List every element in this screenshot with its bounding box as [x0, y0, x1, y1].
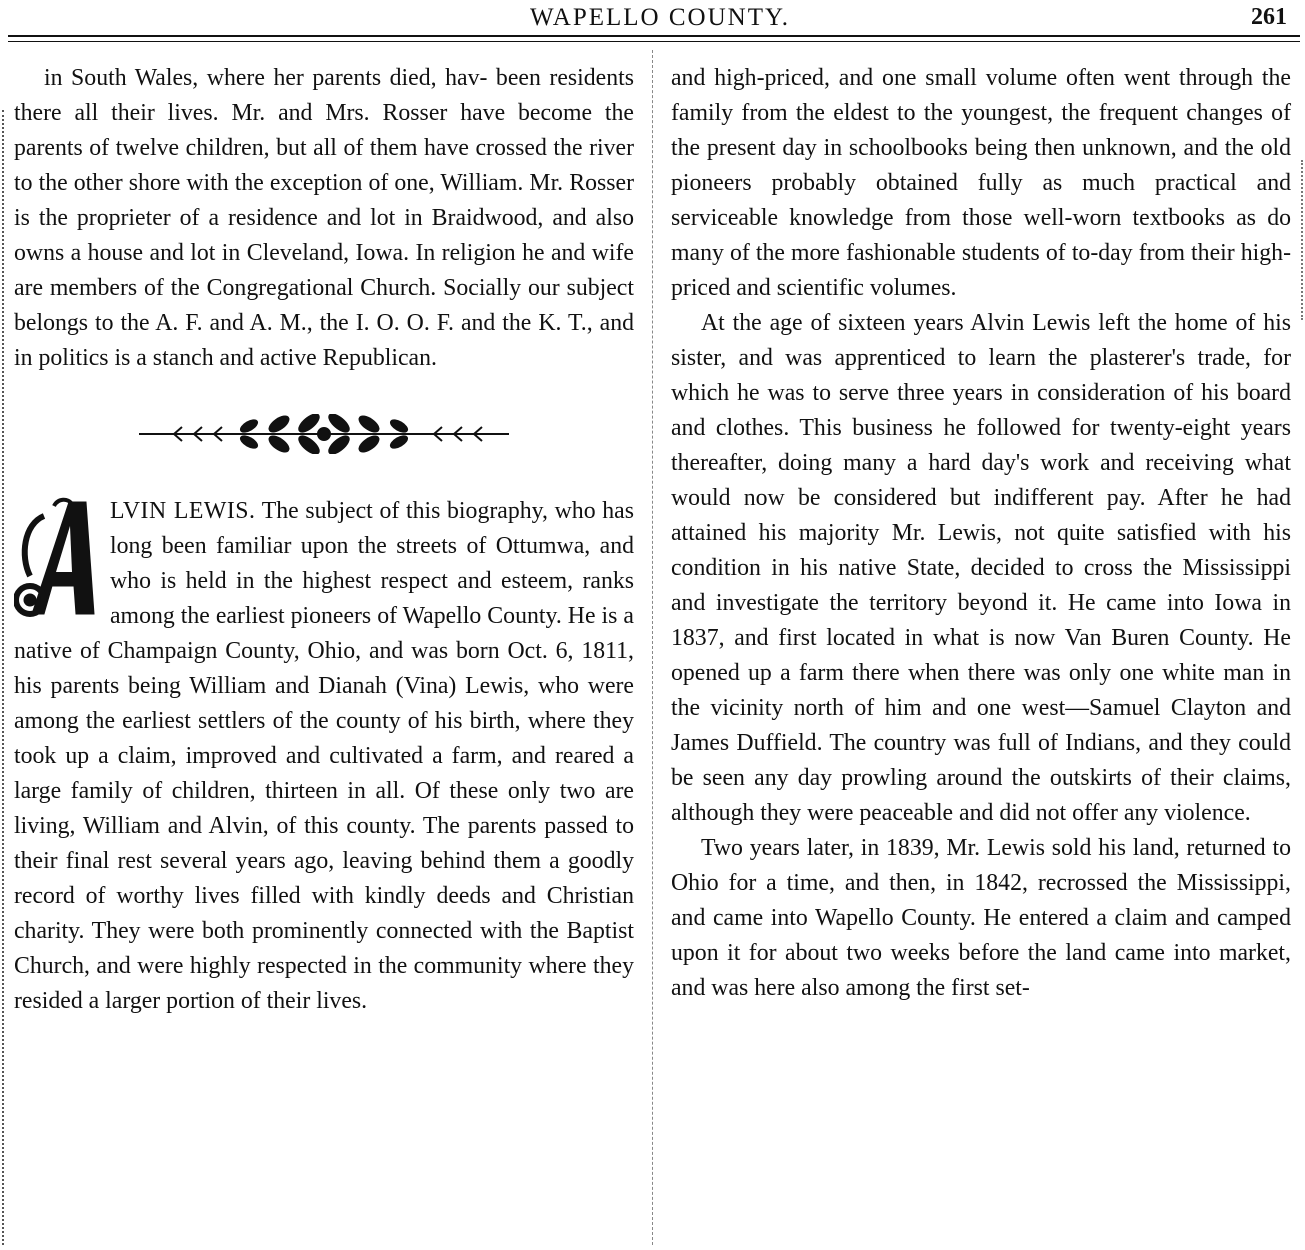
right-paragraph-2: At the age of sixteen years Alvin Lewis left the home of his sister, and was apprenticed to learn the plasterer's trade, for which he was to serve three years in consideration of his board and clothes. This business he followed for twenty-eight years thereafter, doing many a hard day's work and receiving what would now be considered but indifferent pay. After he had attained his majority Mr. Lewis, not quite satisfied with his condition in his native State, decided to cross the Mississippi and investigate the territory beyond it. He came into Iowa in 1837, and first located in what is now Van Buren County. He opened up a farm there when there was only one white man in the vicinity north of him and one west—Samuel Clayton and James Duffield. The country was full of Indians, and they could be seen any day prowling around the outskirts of their claims, although they were peaceable and did not offer any violence. [671, 310, 1291, 826]
biography-paragraph [14, 494, 634, 1019]
ornamental-dropcap-a-icon [14, 496, 104, 626]
continued-paragraph: in South Wales, where her parents died, hav- been residents there all their lives. Mr. and Mrs. Rosser have become the parents of twelve children, but all of them have crossed the river to the other shore with the exception of one, William. Mr. Rosser is the proprieter of a residence and lot in Braidwood, and also owns a house and lot in Cleveland, Iowa. In religion he and wife are members of the Congregational Church. Socially our subject belongs to the A. F. and A. M., the I. O. O. F. and the K. T., and in politics is a stanch and active Republican. [14, 65, 634, 371]
page-number: 261 [1251, 4, 1287, 30]
header-rule-thin [8, 41, 1300, 42]
right-paragraph-1: and high-priced, and one small volume often went through the family from the eldest to the youngest, the frequent changes of the present day in schoolbooks being then unknown, and the old pioneers probably obtained fully as much practical and serviceable knowledge from those well-worn textbooks as do many of the more fashionable students of to-day from their high-priced and scientific volumes. [671, 65, 1291, 301]
left-column [14, 61, 634, 1019]
biography-subject-name: LVIN LEWIS. [110, 498, 256, 524]
header-rule-thick [8, 35, 1300, 37]
right-margin-dots [1301, 160, 1303, 320]
right-column [671, 61, 1291, 1006]
right-paragraph-3: Two years later, in 1839, Mr. Lewis sold his land, returned to Ohio for a time, and then, in 1842, recrossed the Mississippi, and came into Wapello County. He entered a claim and camped upon it for about two weeks before the land came into market, and was here also among the first set- [671, 835, 1291, 1001]
biography-text: The subject of this biography, who has long been familiar upon the streets of Ottumwa, and who is held in the highest respect and esteem, ranks among the earliest pioneers of Wapello County. He is a native of Champaign County, Ohio, and was born Oct. 6, 1811, his parents being William and Dianah (Vina) Lewis, who were among the earliest settlers of the county of his birth, where they took up a claim, improved and cultivated a farm, and reared a large family of children, thirteen in all. Of these only two are living, William and Alvin, of this county. The parents passed to their final rest several years ago, leaving behind them a goodly record of worthy lives filled with kindly deeds and Christian charity. They were both prominently connected with the Baptist Church, and were highly respected in the community where they resided a larger portion of their lives. [14, 498, 634, 1014]
running-title: WAPELLO COUNTY. [529, 4, 791, 31]
left-margin-dots [2, 110, 4, 1245]
biography-alvin-lewis [14, 494, 634, 1019]
column-gutter [652, 50, 653, 1245]
vine-ornament-icon [134, 414, 514, 454]
